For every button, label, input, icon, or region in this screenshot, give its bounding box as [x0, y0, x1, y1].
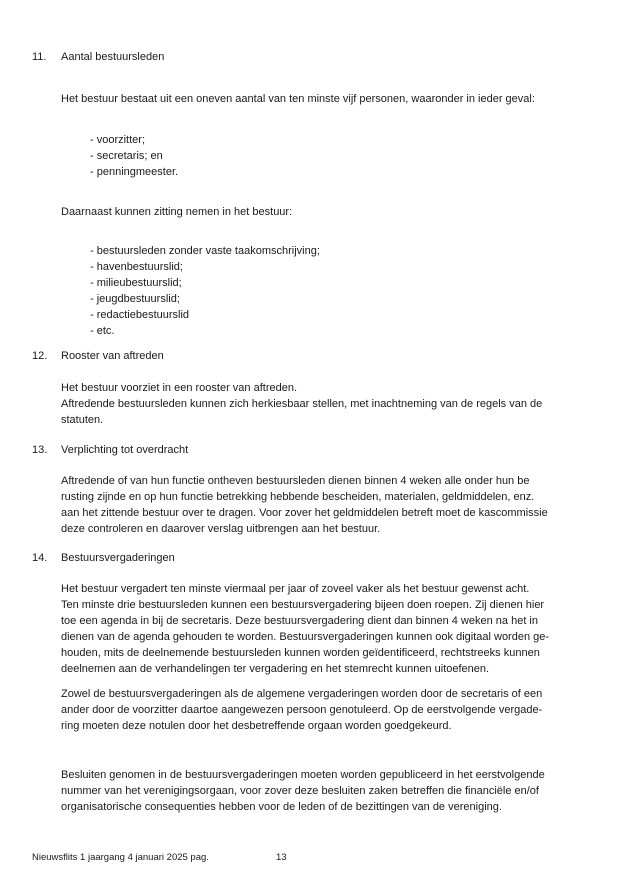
paragraph	[61, 380, 581, 428]
list-item: - etc.	[90, 325, 115, 337]
text-line: aan het zittende bestuur over te dragen. Voor zover het geldmiddelen betreft moet de kascommissie	[61, 507, 548, 519]
section-number: 13.	[32, 444, 48, 456]
section-title: Verplichting tot overdracht	[61, 444, 189, 456]
required-members-list	[90, 132, 570, 180]
text-line: Het bestuur voorziet in een rooster van aftreden.	[61, 382, 298, 394]
section-title: Bestuursvergaderingen	[61, 552, 175, 564]
page-footer	[32, 850, 287, 866]
text-line: nummer van het verenigingsorgaan, voor zover deze besluiten zaken betreffen die financiële en/of	[61, 785, 539, 797]
list-item: - jeugdbestuurslid;	[90, 293, 180, 305]
list-item: - penningmeester.	[90, 166, 179, 178]
section-heading-12	[32, 348, 592, 364]
section-heading-11	[32, 49, 592, 65]
list-item: - voorzitter;	[90, 134, 146, 146]
list-item: - havenbestuurslid;	[90, 261, 183, 273]
section-heading-14	[32, 550, 592, 566]
paragraph	[61, 91, 581, 107]
text-line: Het bestuur bestaat uit een oneven aantal van ten minste vijf personen, waaronder in ieder geval:	[61, 93, 535, 105]
text-line: statuten.	[61, 414, 104, 426]
text-line: Besluiten genomen in de bestuursvergaderingen moeten worden gepubliceerd in het eerstvolgende	[61, 769, 545, 781]
text-line: deze controleren en daarover verslag uitbrengen aan het bestuur.	[61, 523, 381, 535]
text-line: toe een agenda in bij de secretaris. Deze bestuursvergadering dient dan binnen 4 weken na het in	[61, 615, 538, 627]
paragraph	[61, 473, 581, 537]
section-heading-13	[32, 442, 592, 458]
section-title: Aantal bestuursleden	[61, 51, 165, 63]
page-number: 13	[276, 852, 287, 863]
text-line: ander door de voorzitter daartoe aangewezen persoon genotuleerd. Op de eerstvolgende vergade-	[61, 704, 543, 716]
footer-text: Nieuwsflits 1 jaargang 4 januari 2025 pag.	[32, 852, 209, 863]
text-line: rusting zijnde en op hun functie betrekking hebbende bescheiden, materialen, geldmiddelen, enz.	[61, 491, 535, 503]
text-line: dienen van de agenda gehouden te worden. Bestuursvergaderingen kunnen ook digitaal worden ge-	[61, 631, 550, 643]
section-title: Rooster van aftreden	[61, 350, 164, 362]
list-item: - bestuursleden zonder vaste taakomschrijving;	[90, 245, 320, 257]
text-line: Het bestuur vergadert ten minste viermaal per jaar of zoveel vaker als het bestuur gewenst acht.	[61, 583, 530, 595]
text-line: Aftredende of van hun functie ontheven bestuursleden dienen binnen 4 weken alle onder hun be	[61, 475, 530, 487]
text-line: houden, mits de deelnemende bestuursleden kunnen worden geïdentificeerd, rechtstreeks kunnen	[61, 647, 540, 659]
list-item: - redactiebestuurslid	[90, 309, 190, 321]
text-line: Ten minste drie bestuursleden kunnen een bestuursvergadering bijeen doen roepen. Zij dienen hier	[61, 599, 545, 611]
text-line: organisatorische consequenties hebben voor de leden of de bezittingen van de vereniging.	[61, 801, 502, 813]
paragraph	[61, 204, 581, 220]
list-item: - milieubestuurslid;	[90, 277, 182, 289]
text-line: deelnemen aan de verhandelingen ter vergadering en het stemrecht kunnen uitoefenen.	[61, 663, 490, 675]
paragraph	[61, 686, 581, 734]
section-number: 14.	[32, 552, 48, 564]
paragraph	[61, 581, 581, 677]
section-number: 12.	[32, 350, 48, 362]
text-line: Zowel de bestuursvergaderingen als de algemene vergaderingen worden door de secretaris of een	[61, 688, 543, 700]
text-line: ring moeten deze notulen door het desbetreffende orgaan worden goedgekeurd.	[61, 720, 452, 732]
paragraph	[61, 767, 581, 815]
section-number: 11.	[32, 51, 47, 63]
list-item: - secretaris; en	[90, 150, 163, 162]
optional-members-list	[90, 243, 570, 339]
text-line: Daarnaast kunnen zitting nemen in het bestuur:	[61, 206, 293, 218]
text-line: Aftredende bestuursleden kunnen zich herkiesbaar stellen, met inachtneming van de regels van de	[61, 398, 543, 410]
